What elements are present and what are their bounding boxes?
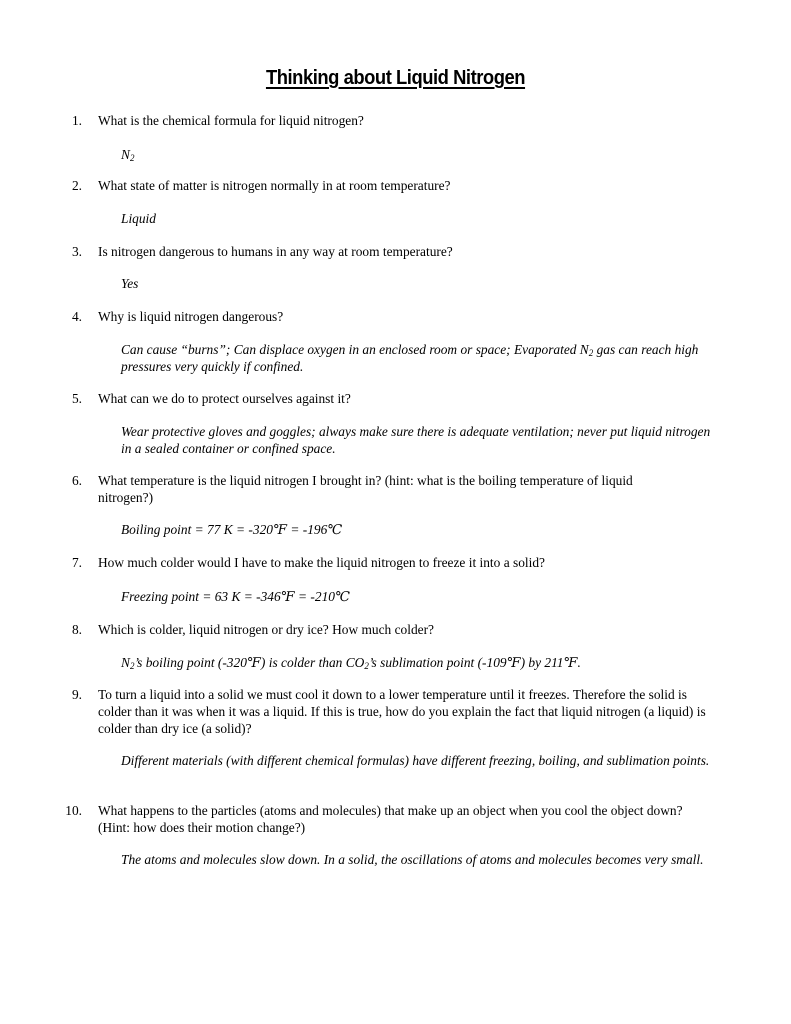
answer-7: Freezing point = 63 K = -346℉ = -210℃ [121, 589, 350, 604]
question-9 [71, 686, 723, 737]
question-4 [71, 308, 713, 325]
question-number: 4. [71, 309, 82, 324]
question-text: To turn a liquid into a solid we must cool it down to a lower temperature until it freezes. Therefore the solid is colder than it was when it was a liquid. If this is true, how do you explain the fact that liquid nitrogen (a liquid) is colder than dry ice (a solid)? [98, 687, 706, 736]
question-2 [71, 177, 713, 194]
answer-2: Liquid [121, 211, 156, 226]
question-3 [71, 243, 713, 260]
question-6 [71, 472, 678, 506]
question-number: 6. [71, 473, 82, 488]
question-text: What state of matter is nitrogen normally in at room temperature? [98, 178, 451, 193]
answer-6: Boiling point = 77 K = -320℉ = -196℃ [121, 522, 343, 537]
answer-text: N [121, 147, 130, 162]
question-number: 1. [71, 113, 82, 128]
question-5 [71, 390, 713, 407]
subscript: 2 [129, 661, 135, 671]
subscript: 2 [364, 661, 369, 671]
question-number: 9. [71, 687, 82, 702]
question-number: 7. [71, 555, 82, 570]
answer-3: Yes [121, 276, 139, 291]
answer-text-cont: ’s boiling point (-320℉) is colder than CO [134, 655, 365, 670]
question-text: What happens to the particles (atoms and molecules) that make up an object when you cool the object down? (Hint: how does their motion change?) [98, 803, 683, 835]
answer-text: Can cause “burns”; Can displace oxygen in an enclosed room or space; Evaporated N [121, 342, 589, 357]
question-text: Which is colder, liquid nitrogen or dry ice? How much colder? [98, 622, 434, 637]
page-title: Thinking about Liquid Nitrogen [265, 67, 526, 89]
question-text: What temperature is the liquid nitrogen I brought in? (hint: what is the boiling temperature of liquid nitrogen?) [98, 473, 633, 505]
answer-text-cont: gas can reach high pressures very quickly if confined. [121, 342, 699, 374]
answer-8 [121, 654, 721, 671]
question-number: 8. [71, 622, 82, 637]
question-text: What is the chemical formula for liquid nitrogen? [98, 113, 364, 128]
subscript: 2 [129, 153, 135, 163]
answer-1 [121, 146, 721, 163]
question-text: Why is liquid nitrogen dangerous? [98, 309, 284, 324]
question-text: What can we do to protect ourselves against it? [98, 391, 351, 406]
answer-9: Different materials (with different chemical formulas) have different freezing, boiling, and sublimation points. [121, 753, 710, 768]
question-text: How much colder would I have to make the liquid nitrogen to freeze it into a solid? [98, 555, 545, 570]
question-number: 2. [71, 178, 82, 193]
answer-5: Wear protective gloves and goggles; always make sure there is adequate ventilation; never put liquid nitrogen in a sealed container or confined space. [121, 424, 711, 456]
question-8 [71, 621, 713, 638]
question-10 [65, 802, 693, 836]
answer-text: N [121, 655, 130, 670]
answer-4 [121, 341, 716, 375]
subscript: 2 [588, 348, 594, 358]
question-text: Is nitrogen dangerous to humans in any way at room temperature? [98, 244, 453, 259]
question-number: 3. [71, 244, 82, 259]
question-1 [71, 112, 713, 129]
answer-text-end: ’s sublimation point (-109℉) by 211℉. [368, 655, 581, 670]
question-number: 10. [65, 803, 82, 818]
question-number: 5. [71, 391, 82, 406]
question-7 [71, 554, 713, 571]
answer-10: The atoms and molecules slow down. In a solid, the oscillations of atoms and molecules becomes very small. [121, 852, 704, 867]
